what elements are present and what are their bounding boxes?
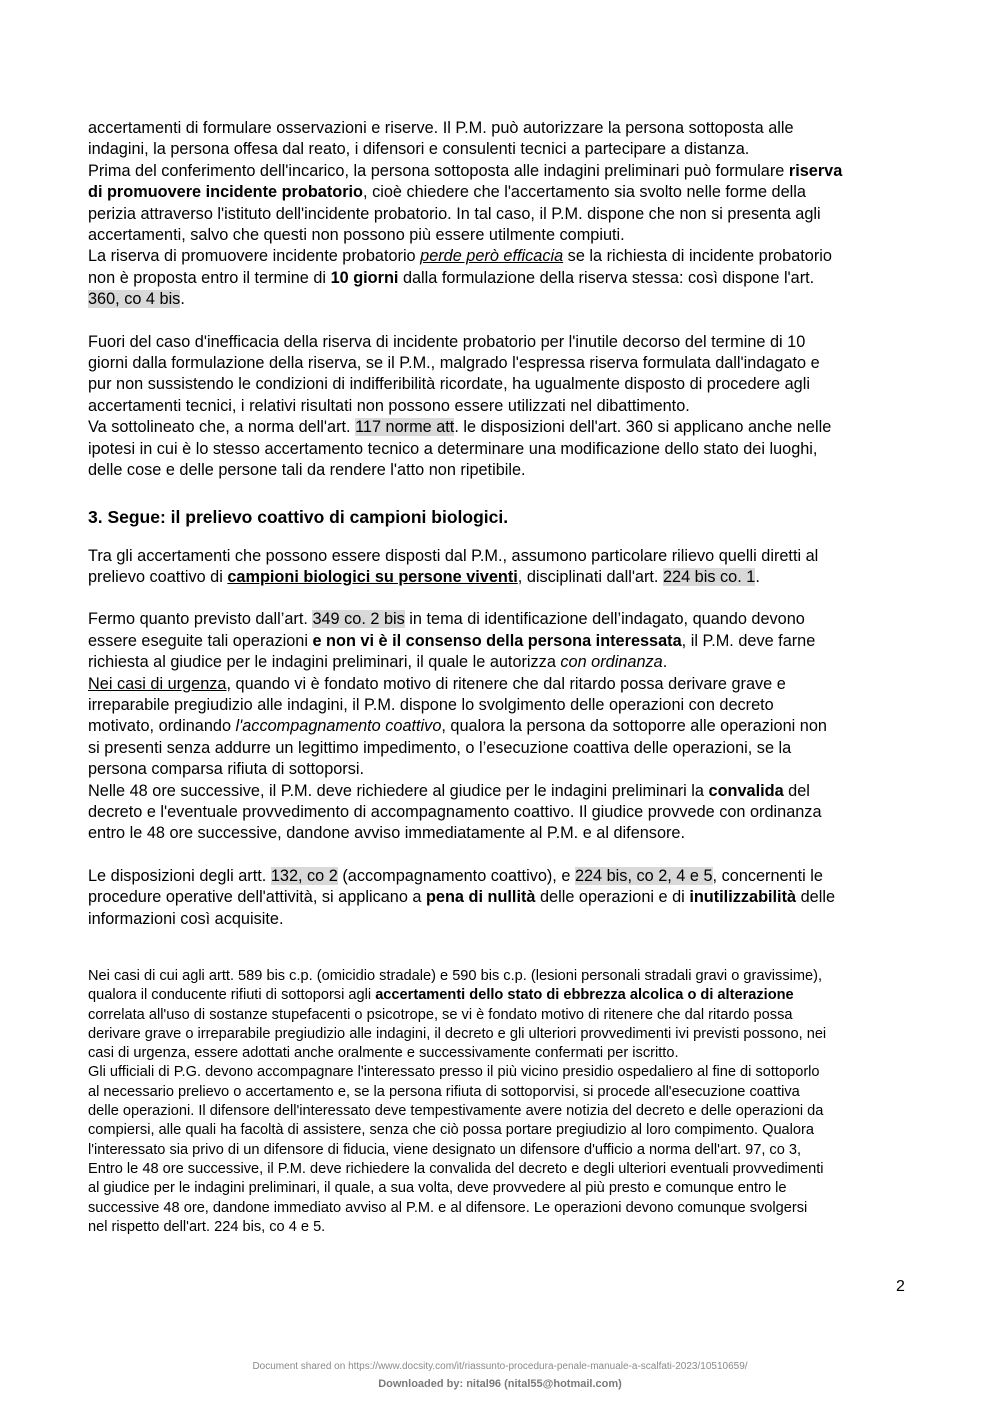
- bold-text: convalida: [708, 781, 784, 800]
- bold-text: e non vi è il consenso della persona interessata: [312, 631, 682, 650]
- paragraph-nullita: [88, 866, 914, 930]
- bold-text: 10 giorni: [330, 268, 399, 287]
- footer-shared-link[interactable]: Document shared on https://www.docsity.com/it/riassunto-procedura-penale-manuale-a-scalfati-2023/10510659/: [252, 1361, 748, 1372]
- text-line: richiesta al giudice per le indagini preliminari, il quale le autorizza con ordinanza.: [88, 653, 668, 672]
- text-line: si presenti senza addurre un legittimo impedimento, o l’esecuzione coattiva delle operazioni, se la: [88, 738, 792, 757]
- paragraph-prelievo: [88, 546, 914, 589]
- text-line: Tra gli accertamenti che possono essere disposti dal P.M., assumono particolare rilievo quelli diretti al: [88, 546, 819, 565]
- text-line: derivare grave o irreparabile pregiudizio alle indagini, il decreto e gli ulteriori provvedimenti ivi previsti possono, nei: [88, 1025, 827, 1042]
- underlined-italic-text: perde però efficacia: [420, 247, 564, 266]
- text-line: giorni dalla formulazione della riserva, se il P.M., malgrado l'espressa riserva formulata dall'indagato e: [88, 354, 820, 373]
- bold-text: pena di nullità: [425, 888, 536, 907]
- text-line: al necessario prelievo o accertamento e, se la persona rifiuta di sottoporvisi, si procede all'esecuzione coattiva: [88, 1083, 800, 1100]
- text-line: accertamenti, salvo che questi non possono più essere utilmente compiuti.: [88, 226, 625, 245]
- text-line: 360, co 4 bis.: [88, 290, 185, 309]
- bold-text: di promuovere incidente probatorio: [88, 183, 364, 202]
- text-line: prelievo coattivo di campioni biologici su persone viventi, disciplinati dall'art. 224 bis co. 1.: [88, 567, 760, 586]
- text-line: Nei casi di cui agli artt. 589 bis c.p. (omicidio stradale) e 590 bis c.p. (lesioni personali stradali gravi o gravissime),: [88, 968, 823, 984]
- text-line: delle operazioni. Il difensore dell'interessato deve tempestivamente avere notizia del decreto e delle operazioni da: [88, 1103, 824, 1120]
- paragraph-ebbrezza: [88, 967, 914, 1237]
- section-heading: 3. Segue: il prelievo coattivo di campioni biologici.: [88, 506, 509, 527]
- paragraph-consenso: [88, 609, 914, 844]
- article-reference: 224 bis co. 1: [662, 567, 756, 586]
- article-reference: 117 norme att: [355, 418, 455, 437]
- text-line: informazioni così acquisite.: [88, 909, 284, 928]
- text-line: Le disposizioni degli artt. 132, co 2 (accompagnamento coattivo), e 224 bis, co 2, 4 e 5, concernenti le: [88, 866, 823, 885]
- text-line: perizia attraverso l'istituto dell'incidente probatorio. In tal caso, il P.M. dispone che non si presenta agli: [88, 204, 821, 223]
- article-reference: 360, co 4 bis: [88, 290, 181, 309]
- text-line: compiersi, alle quali ha facoltà di assistere, senza che ciò possa portare pregiudizio al loro compimento. Qualora: [88, 1122, 815, 1139]
- italic-text: l'accompagnamento coattivo: [235, 717, 442, 736]
- text-line: Nei casi di urgenza, quando vi è fondato motivo di ritenere che dal ritardo possa derivare grave e: [88, 674, 786, 693]
- article-reference: 132, co 2: [270, 866, 338, 885]
- text-line: non è proposta entro il termine di 10 giorni dalla formulazione della riserva stessa: così dispone l'art.: [88, 268, 815, 287]
- underlined-bold-text: campioni biologici su persone viventi: [227, 567, 518, 586]
- bold-text: inutilizzabilità: [689, 888, 797, 907]
- paragraph-riserva: [88, 118, 914, 311]
- text-line: qualora il conducente rifiuti di sottoporsi agli accertamenti dello stato di ebbrezza alcolica o di alterazione: [88, 987, 794, 1004]
- article-reference: 349 co. 2 bis: [312, 610, 405, 629]
- text-line: al giudice per le indagini preliminari, il quale, a sua volta, deve provvedere al più presto e comunque entro le: [88, 1180, 787, 1197]
- text-line: motivato, ordinando l'accompagnamento coattivo, qualora la persona da sottoporre alle operazioni non: [88, 717, 827, 736]
- paragraph-inefficacia: [88, 332, 914, 482]
- text-line: procedure operative dell'attività, si applicano a pena di nullità delle operazioni e di inutilizzabilità delle: [88, 888, 836, 907]
- text-line: persona comparsa rifiuta di sottoporsi.: [88, 760, 365, 779]
- text-line: di promuovere incidente probatorio, cioè chiedere che l'accertamento sia svolto nelle forme della: [88, 183, 806, 202]
- bold-text: accertamenti dello stato di ebbrezza alcolica o di alterazione: [375, 987, 794, 1004]
- text-line: pur non sussistendo le condizioni di indifferibilità ricordate, ha ugualmente disposto di procedere agli: [88, 375, 810, 394]
- text-line: irreparabile pregiudizio alle indagini, il P.M. dispone lo svolgimento delle operazioni con decreto: [88, 695, 774, 714]
- text-line: accertamenti di formulare osservazioni e riserve. Il P.M. può autorizzare la persona sottoposta alle: [88, 119, 794, 137]
- text-line: Prima del conferimento dell'incarico, la persona sottoposta alle indagini preliminari può formulare riserva: [88, 161, 843, 180]
- text-line: Nelle 48 ore successive, il P.M. deve richiedere al giudice per le indagini preliminari la convalida del: [88, 781, 810, 800]
- footer-downloaded-by: Downloaded by: nital96 (nital55@hotmail.com): [378, 1378, 622, 1390]
- text-line: correlata all'uso di sostanze stupefacenti o psicotrope, se vi è fondato motivo di ritenere che dal ritardo possa: [88, 1006, 793, 1023]
- text-line: successive 48 ore, dandone immediato avviso al P.M. e al difensore. Le operazioni devono comunque svolgersi: [88, 1199, 808, 1216]
- bold-text: riserva: [788, 161, 843, 180]
- text-line: casi di urgenza, essere adottati anche oralmente e successivamente confermati per iscritto.: [88, 1045, 679, 1062]
- text-line: indagini, la persona offesa dal reato, i difensori e consulenti tecnici a partecipare a distanza.: [88, 140, 750, 159]
- text-line: Gli ufficiali di P.G. devono accompagnare l'interessato presso il più vicino presidio ospedaliero al fine di sottoporlo: [88, 1064, 820, 1081]
- text-line: Entro le 48 ore successive, il P.M. deve richiedere la convalida del decreto e degli ulteriori eventuali provvedimenti: [88, 1160, 824, 1177]
- page-number: 2: [896, 1278, 905, 1295]
- text-line: accertamenti tecnici, i relativi risultati non possono essere utilizzati nel dibattimento.: [88, 396, 690, 415]
- text-line: ipotesi in cui è lo stesso accertamento tecnico a determinare una modificazione dello stato dei luoghi,: [88, 439, 818, 458]
- underlined-text: Nei casi di urgenza: [88, 674, 227, 693]
- text-line: delle cose e delle persone tali da rendere l'atto non ripetibile.: [88, 461, 526, 480]
- text-line: entro le 48 ore successive, dandone avviso immediatamente al P.M. e al difensore.: [88, 824, 686, 843]
- article-reference: 224 bis, co 2, 4 e 5: [574, 866, 713, 885]
- text-line: l'interessato sia privo di un difensore di fiducia, viene designato un difensore d'ufficio a norma dell'art. 97, co 3,: [88, 1141, 802, 1158]
- text-line: decreto e l'eventuale provvedimento di accompagnamento coattivo. Il giudice provvede con ordinanza: [88, 802, 822, 821]
- text-line: Fuori del caso d'inefficacia della riserva di incidente probatorio per l'inutile decorso del termine di 10: [88, 332, 806, 351]
- text-line: La riserva di promuovere incidente probatorio perde però efficacia se la richiesta di incidente probatorio: [88, 247, 832, 266]
- text-line: Va sottolineato che, a norma dell'art. 117 norme att. le disposizioni dell'art. 360 si applicano anche nelle: [88, 418, 832, 437]
- text-line: nel rispetto dell'art. 224 bis, co 4 e 5.: [88, 1218, 326, 1235]
- text-line: Fermo quanto previsto dall’art. 349 co. 2 bis in tema di identificazione dell’indagato, quando devono: [88, 610, 805, 629]
- text-line: essere eseguite tali operazioni e non vi è il consenso della persona interessata, il P.M. deve farne: [88, 631, 816, 650]
- italic-text: con ordinanza: [560, 653, 663, 672]
- page-body: [88, 118, 914, 930]
